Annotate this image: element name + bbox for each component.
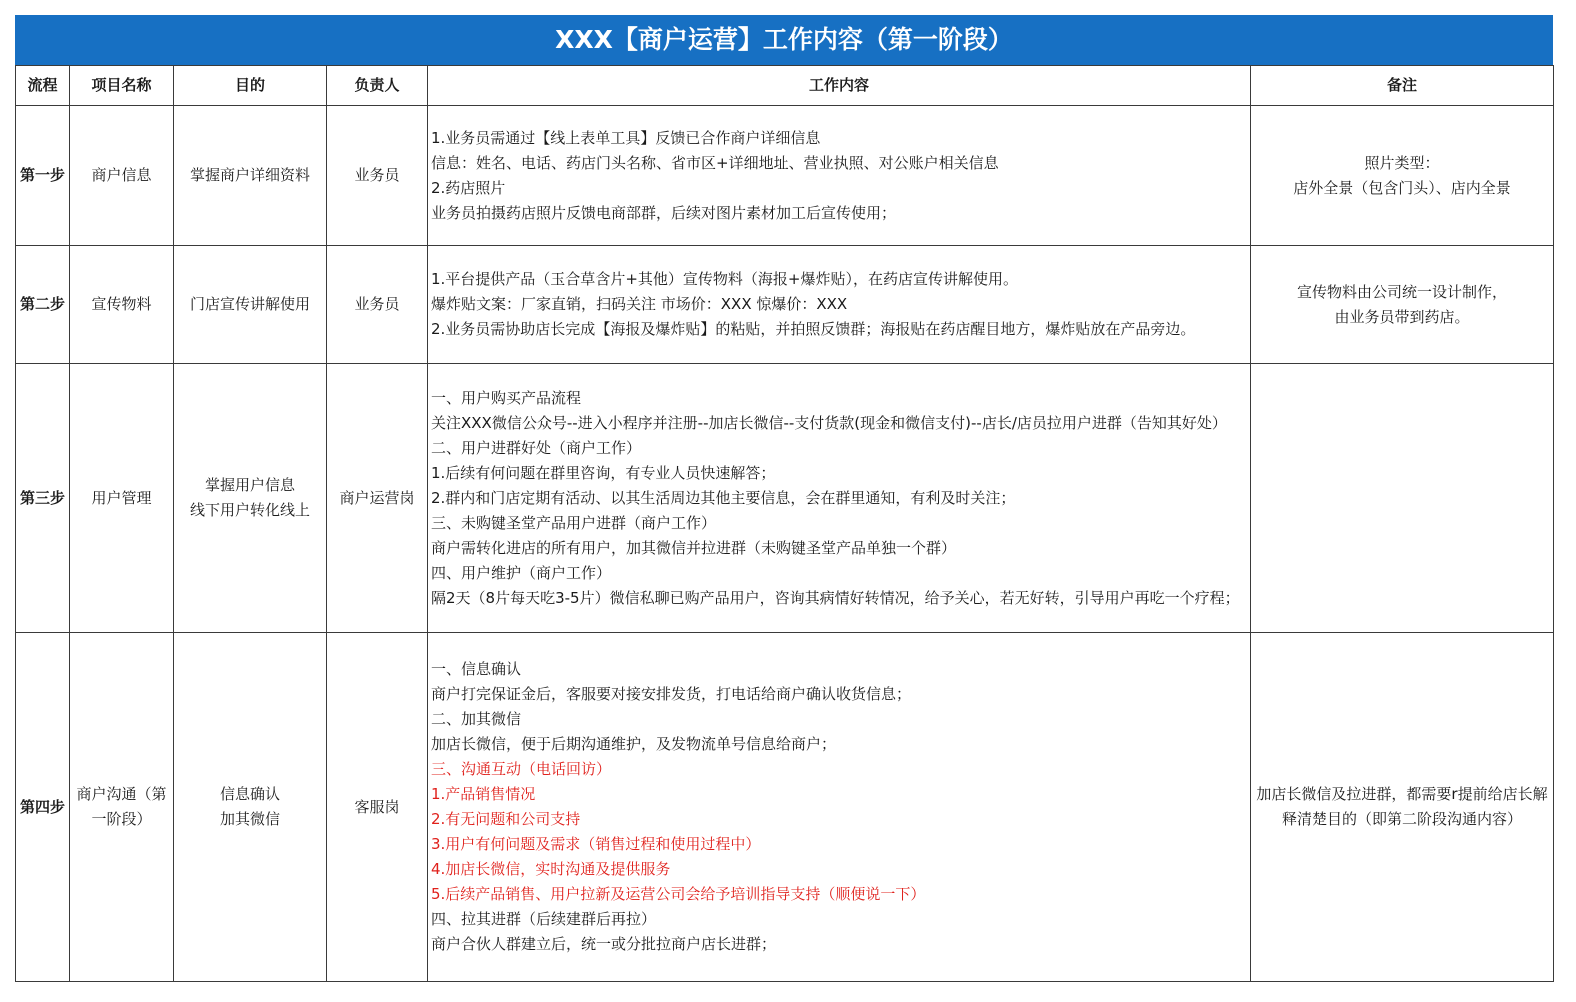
cell-line: 四、用户维护（商户工作）	[431, 563, 612, 582]
cell-line: 四、拉其进群（后续建群后再拉）	[431, 910, 657, 928]
purpose-cell	[174, 633, 327, 982]
header-row	[16, 66, 1554, 106]
table-row	[16, 106, 1554, 246]
table-row	[16, 633, 1554, 982]
cell-line: 加店长微信及拉进群，都需要r提前给店长解释清楚目的（即第二阶段沟通内容）	[1256, 785, 1548, 828]
spreadsheet	[15, 15, 1553, 983]
cell-line: 一、用户购买产品流程	[431, 388, 582, 407]
cell-line: 加店长微信，便于后期沟通维护，及发物流单号信息给商户；	[431, 735, 837, 753]
step-cell: 第四步	[16, 633, 70, 982]
cell-line: 2.药店照片	[431, 178, 506, 197]
step-cell: 第二步	[16, 246, 70, 364]
remarks-cell	[1251, 364, 1554, 633]
cell-line: 1.平台提供产品（玉合草含片+其他）宣传物料（海报+爆炸贴），在药店宣传讲解使用。	[431, 270, 1018, 288]
owner-cell: 客服岗	[327, 633, 428, 982]
header-remarks: 备注	[1251, 66, 1554, 106]
cell-line: 由业务员带到药店。	[1334, 307, 1470, 326]
cell-line: 信息确认	[219, 785, 280, 803]
owner-cell: 业务员	[327, 106, 428, 246]
work-content-table	[15, 65, 1554, 982]
cell-line: 三、沟通互动（电话回访）	[431, 760, 612, 778]
cell-line: 3.用户有何问题及需求（销售过程和使用过程中）	[431, 835, 761, 853]
cell-line: 一、信息确认	[431, 660, 522, 678]
header-purpose: 目的	[174, 66, 327, 106]
cell-line: 商户打完保证金后，客服要对接安排发货，打电话给商户确认收货信息；	[431, 685, 912, 703]
content-cell	[428, 246, 1251, 364]
cell-line: 关注XXX微信公众号--进入小程序并注册--加店长微信--支付货款(现金和微信支付)--店长/店员拉用户进群（告知其好处）	[431, 413, 1227, 432]
content-cell	[428, 106, 1251, 246]
table-row	[16, 364, 1554, 633]
cell-line: 门店宣传讲解使用	[189, 295, 310, 313]
cell-line: 5.后续产品销售、用户拉新及运营公司会给予培训指导支持（顺便说一下）	[431, 885, 926, 903]
cell-line: 4.加店长微信，实时沟通及提供服务	[431, 860, 671, 878]
cell-line: 信息：姓名、电话、药店门头名称、省市区+详细地址、营业执照、对公账户相关信息	[431, 153, 999, 172]
remarks-cell	[1251, 246, 1554, 364]
header-owner: 负责人	[327, 66, 428, 106]
cell-line: 业务员拍摄药店照片反馈电商部群，后续对图片素材加工后宣传使用；	[431, 203, 897, 222]
cell-line: 三、未购键圣堂产品用户进群（商户工作）	[431, 513, 717, 532]
cell-line: 宣传物料由公司统一设计制作，	[1296, 282, 1507, 301]
project-cell: 商户信息	[70, 106, 174, 246]
cell-line: 二、用户进群好处（商户工作）	[431, 438, 642, 457]
cell-line: 掌握用户信息	[204, 476, 295, 494]
header-process: 流程	[16, 66, 70, 106]
step-cell: 第一步	[16, 106, 70, 246]
owner-cell: 商户运营岗	[327, 364, 428, 633]
content-cell	[428, 633, 1251, 982]
purpose-cell	[174, 246, 327, 364]
cell-line: 二、加其微信	[431, 710, 522, 728]
cell-line: 线下用户转化线上	[189, 501, 310, 519]
cell-line: 1.业务员需通过【线上表单工具】反馈已合作商户详细信息	[431, 128, 821, 147]
cell-line: 商户需转化进店的所有用户，加其微信并拉进群（未购键圣堂产品单独一个群）	[431, 538, 957, 557]
cell-line: 1.产品销售情况	[431, 785, 536, 803]
cell-line: 店外全景（包含门头）、店内全景	[1293, 178, 1511, 197]
project-cell: 商户沟通（第一阶段）	[70, 633, 174, 982]
remarks-cell	[1251, 633, 1554, 982]
header-content: 工作内容	[428, 66, 1251, 106]
remarks-cell	[1251, 106, 1554, 246]
cell-line: 商户合伙人群建立后，统一或分批拉商户店长进群；	[431, 935, 777, 953]
purpose-cell	[174, 106, 327, 246]
step-cell: 第三步	[16, 364, 70, 633]
header-project: 项目名称	[70, 66, 174, 106]
cell-line: 2.业务员需协助店长完成【海报及爆炸贴】的粘贴，并拍照反馈群；海报贴在药店醒目地方，爆炸贴放在产品旁边。	[431, 320, 1196, 338]
purpose-cell	[174, 364, 327, 633]
cell-line: 掌握商户详细资料	[189, 166, 310, 184]
cell-line: 照片类型：	[1364, 153, 1440, 172]
cell-line: 爆炸贴文案：厂家直销，扫码关注 市场价：XXX 惊爆价：XXX	[431, 295, 848, 313]
cell-line: 加其微信	[219, 810, 280, 828]
cell-line: 1.后续有何问题在群里咨询，有专业人员快速解答；	[431, 463, 776, 482]
sheet-title: XXX【商户运营】工作内容（第一阶段）	[15, 15, 1553, 65]
cell-line: 2.群内和门店定期有活动、以其生活周边其他主要信息，会在群里通知，有利及时关注；	[431, 488, 1016, 507]
project-cell: 用户管理	[70, 364, 174, 633]
owner-cell: 业务员	[327, 246, 428, 364]
content-cell	[428, 364, 1251, 633]
project-cell: 宣传物料	[70, 246, 174, 364]
cell-line: 2.有无问题和公司支持	[431, 810, 581, 828]
cell-line: 隔2天（8片每天吃3-5片）微信私聊已购产品用户，咨询其病情好转情况，给予关心，若无好转，引导用户再吃一个疗程；	[431, 588, 1240, 607]
table-row	[16, 246, 1554, 364]
